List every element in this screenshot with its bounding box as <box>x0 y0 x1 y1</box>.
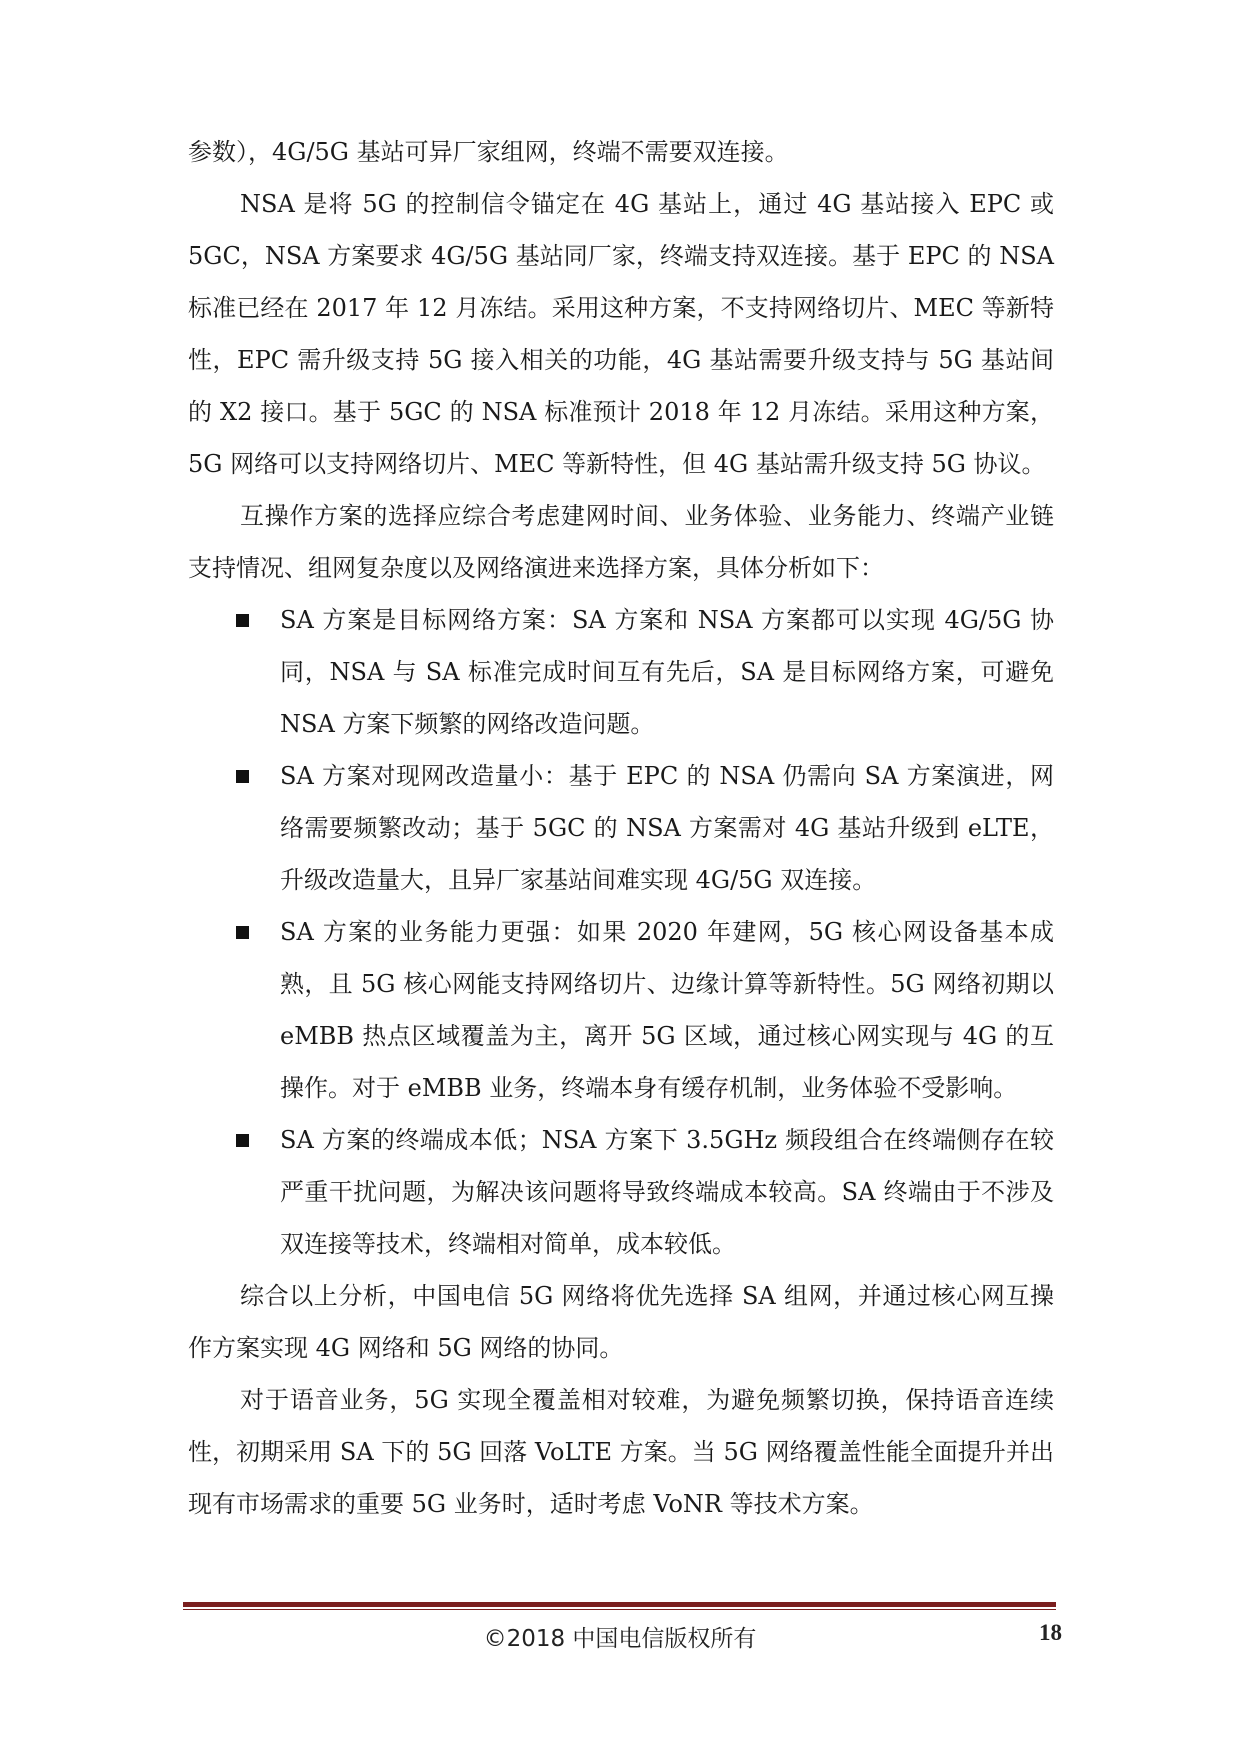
list-item-text: SA 方案的业务能力更强：如果 2020 年建网，5G 核心网设备基本成熟，且 5G 核心网能支持网络切片、边缘计算等新特性。5G 网络初期以 eMBB 热点区域覆盖为主，离开 5G 区域，通过核心网实现与 4G 的互操作。对于 eMBB 业务，终端本身有缓存机制，业务体验不受影响。 <box>280 918 1054 1102</box>
paragraph-conclusion: 综合以上分析，中国电信 5G 网络将优先选择 SA 组网，并通过核心网互操作方案实现 4G 网络和 5G 网络的协同。 <box>188 1282 1054 1362</box>
analysis-list <box>188 594 1054 1270</box>
square-bullet-icon <box>236 614 249 627</box>
footer-divider-thin <box>183 1609 1056 1610</box>
list-item <box>188 906 1054 1114</box>
square-bullet-icon <box>236 770 249 783</box>
paragraph-voice: 对于语音业务，5G 实现全覆盖相对较难，为避免频繁切换，保持语音连续性，初期采用 SA 下的 5G 回落 VoLTE 方案。当 5G 网络覆盖性能全面提升并出现有市场需求的重要 5G 业务时，适时考虑 VoNR 等技术方案。 <box>188 1386 1054 1518</box>
list-item <box>188 750 1054 906</box>
document-body <box>188 126 1054 1530</box>
footer-copyright: ©2018 中国电信版权所有 <box>483 1626 757 1652</box>
list-item <box>188 1114 1054 1270</box>
square-bullet-icon <box>236 1134 249 1147</box>
list-item-text: SA 方案是目标网络方案：SA 方案和 NSA 方案都可以实现 4G/5G 协同，NSA 与 SA 标准完成时间互有先后，SA 是目标网络方案，可避免 NSA 方案下频繁的网络改造问题。 <box>280 606 1054 738</box>
page-number: 18 <box>1039 1620 1062 1645</box>
footer-divider <box>183 1602 1056 1607</box>
list-item-text: SA 方案的终端成本低；NSA 方案下 3.5GHz 频段组合在终端侧存在较严重干扰问题，为解决该问题将导致终端成本较高。SA 终端由于不涉及双连接等技术，终端相对简单，成本较低。 <box>280 1126 1054 1258</box>
list-item <box>188 594 1054 750</box>
square-bullet-icon <box>236 926 249 939</box>
paragraph-interop-selection: 互操作方案的选择应综合考虑建网时间、业务体验、业务能力、终端产业链支持情况、组网复杂度以及网络演进来选择方案，具体分析如下： <box>188 502 1054 582</box>
list-item-text: SA 方案对现网改造量小：基于 EPC 的 NSA 仍需向 SA 方案演进，网络需要频繁改动；基于 5GC 的 NSA 方案需对 4G 基站升级到 eLTE，升级改造量大，且异厂家基站间难实现 4G/5G 双连接。 <box>280 762 1054 894</box>
paragraph-nsa: NSA 是将 5G 的控制信令锚定在 4G 基站上，通过 4G 基站接入 EPC 或 5GC，NSA 方案要求 4G/5G 基站同厂家，终端支持双连接。基于 EPC 的 NSA 标准已经在 2017 年 12 月冻结。采用这种方案，不支持网络切片、MEC 等新特性，EPC 需升级支持 5G 接入相关的功能，4G 基站需要升级支持与 5G 基站间的 X2 接口。基于 5GC 的 NSA 标准预计 2018 年 12 月冻结。采用这种方案，5G 网络可以支持网络切片、MEC 等新特性，但 4G 基站需升级支持 5G 协议。 <box>188 190 1054 478</box>
paragraph-continuation: 参数），4G/5G 基站可异厂家组网，终端不需要双连接。 <box>188 138 789 166</box>
